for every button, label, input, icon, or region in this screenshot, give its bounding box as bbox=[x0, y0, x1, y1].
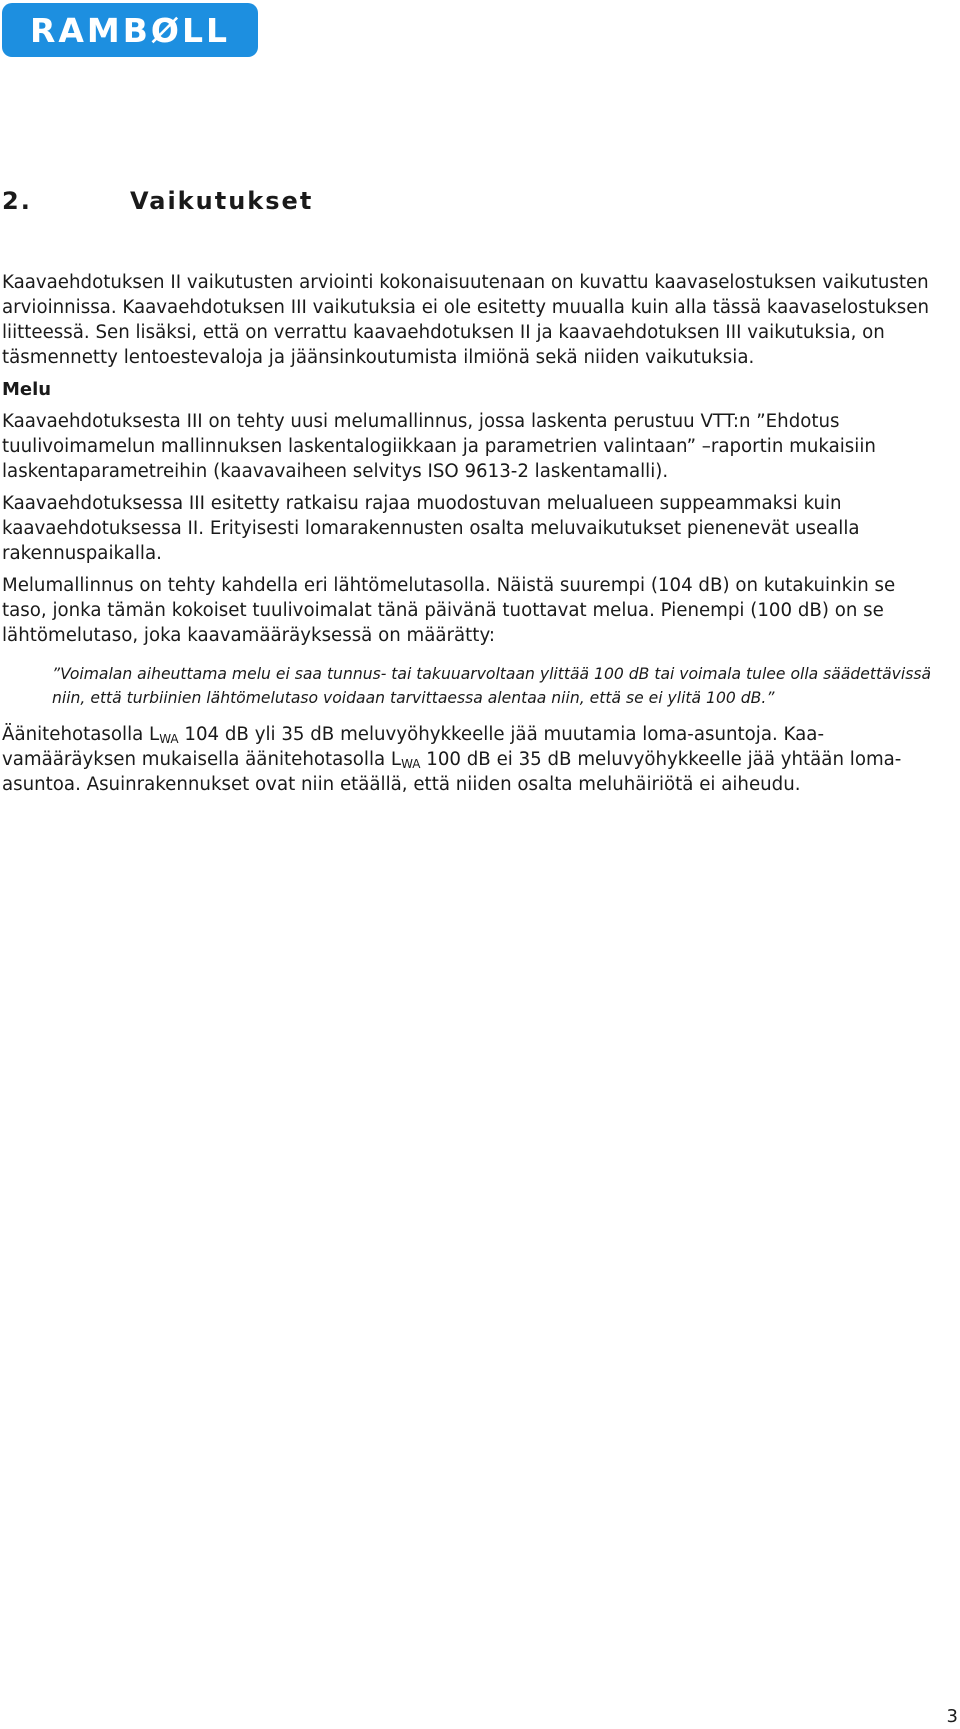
p4-subscript-2: WA bbox=[401, 757, 421, 771]
p4-text-a: Äänitehotasolla L bbox=[2, 724, 160, 745]
document-body bbox=[2, 270, 942, 804]
p4-text-b: 104 dB yli 35 dB meluvyöhykkeelle jää muutamia loma-asuntoja. Kaavamääräyksen mukaisella äänitehotasolla L bbox=[2, 724, 825, 770]
melu-paragraph-2: Kaavaehdotuksessa III esitetty ratkaisu rajaa muodostuvan melualueen suppeammaksi kuin kaavaehdotuksessa II. Erityisesti lomarakennusten osalta meluvaikutukset pienenevät usealla rakennuspaikalla. bbox=[2, 493, 860, 564]
logo-text: RAMBØLL bbox=[29, 10, 231, 50]
page-number: 3 bbox=[946, 1706, 958, 1727]
p4-subscript-1: WA bbox=[159, 732, 179, 746]
melu-paragraph-1: Kaavaehdotuksesta III on tehty uusi melumallinnus, jossa laskenta perustuu VTT:n ”Ehdotus tuulivoimamelun mallinnuksen laskentalogiikkaan ja parametrien valintaan” –raportin mukaisiin laskentaparametreihin (kaavavaiheen selvitys ISO 9613-2 laskentamalli). bbox=[2, 411, 876, 482]
section-heading bbox=[2, 187, 313, 215]
ramboll-logo bbox=[2, 3, 258, 57]
melu-paragraph-4 bbox=[2, 722, 942, 797]
melu-subheading: Melu bbox=[2, 379, 52, 400]
melu-paragraph-3: Melumallinnus on tehty kahdella eri lähtömelutasolla. Näistä suurempi (104 dB) on kutakuinkin se taso, jonka tämän kokoiset tuulivoimalat tänä päivänä tuottavat melua. Pienempi (100 dB) on se lähtömelutaso, joka kaavamääräyksessä on määrätty: bbox=[2, 575, 896, 646]
intro-paragraph: Kaavaehdotuksen II vaikutusten arviointi kokonaisuutenaan on kuvattu kaavaselostuksen vaikutusten arvioinnissa. Kaavaehdotuksen III vaikutuksia ei ole esitetty muualla kuin alla tässä kaavaselostuksen liitteessä. Sen lisäksi, että on verrattu kaavaehdotuksen II ja kaavaehdotuksen III vaikutuksia, on täsmennetty lentoestevaloja ja jäänsinkoutumista ilmiönä sekä niiden vaikutuksia. bbox=[2, 272, 930, 368]
section-number: 2. bbox=[2, 187, 32, 215]
regulation-quote: ”Voimalan aiheuttama melu ei saa tunnus- tai takuuarvoltaan ylittää 100 dB tai voimala tulee olla säädettävissä niin, että turbiinien lähtömelutaso voidaan tarvittaessa alentaa niin, että se ei ylitä 100 dB.” bbox=[52, 665, 932, 707]
section-title: Vaikutukset bbox=[130, 187, 314, 215]
p4-text-c: 100 dB ei 35 dB meluvyöhykkeelle jää yhtään loma-asuntoa. Asuinrakennukset ovat niin etäällä, että niiden osalta meluhäiriötä ei aiheudu. bbox=[2, 749, 902, 795]
